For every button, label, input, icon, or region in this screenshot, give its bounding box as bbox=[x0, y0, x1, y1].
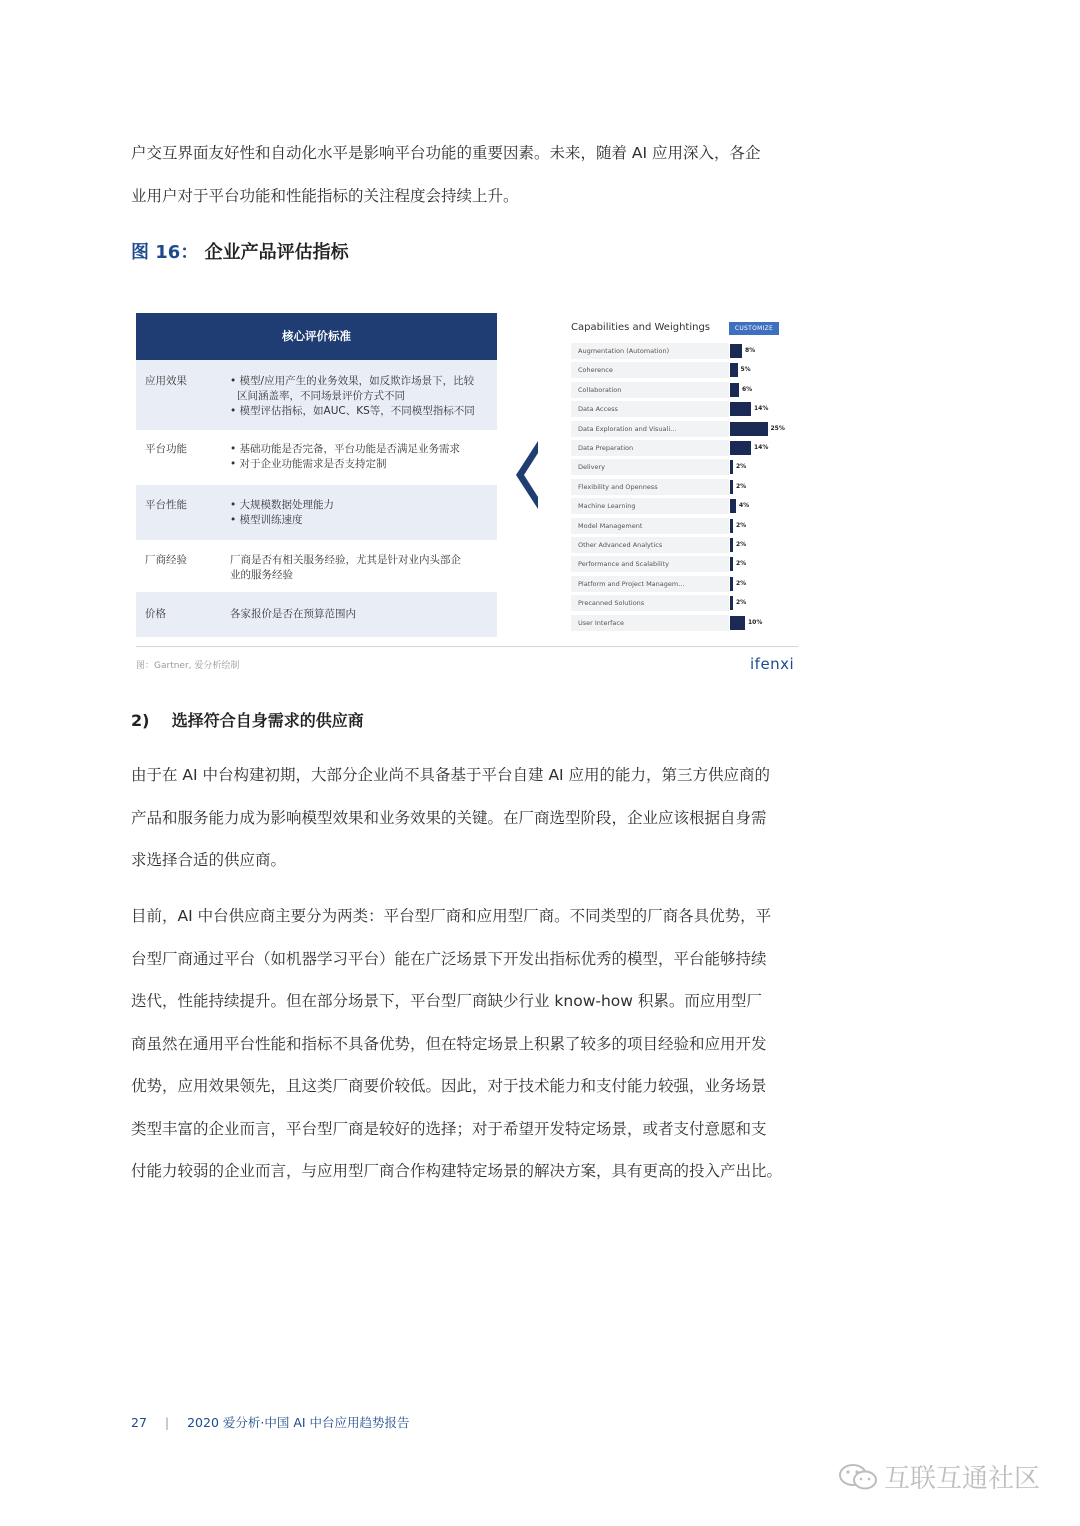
chart-title: Capabilities and Weightings bbox=[571, 322, 711, 333]
section-paragraph-2 bbox=[131, 895, 797, 1193]
criteria-line: • 大规模数据处理能力 bbox=[230, 499, 335, 511]
intro-line: 业用户对于平台功能和性能指标的关注程度会持续上升。 bbox=[131, 186, 519, 205]
criteria-table-header: 核心评价标准 bbox=[136, 313, 497, 360]
chart-row bbox=[571, 556, 796, 573]
chart-category-label: Flexibility and Openness bbox=[571, 479, 729, 495]
chart-row bbox=[571, 576, 796, 593]
footer-title: 2020 爱分析·中国 AI 中台应用趋势报告 bbox=[187, 1415, 410, 1430]
chart-bar bbox=[730, 422, 768, 436]
para-line: 类型丰富的企业而言，平台型厂商是较好的选择；对于希望开发特定场景，或者支付意愿和支 bbox=[131, 1119, 767, 1138]
chart-bar bbox=[730, 577, 733, 591]
chart-bar bbox=[730, 344, 742, 358]
chart-bar bbox=[730, 519, 733, 533]
chart-row bbox=[571, 518, 796, 535]
criteria-label: 应用效果 bbox=[145, 375, 187, 387]
chart-category-label: Model Management bbox=[571, 518, 729, 534]
chart-bar bbox=[730, 363, 738, 377]
chart-category-label: Data Exploration and Visuali... bbox=[571, 421, 729, 437]
chart-value-label: 25% bbox=[770, 424, 785, 432]
intro-paragraph bbox=[131, 132, 797, 217]
chart-value-label: 14% bbox=[754, 405, 769, 413]
criteria-desc bbox=[230, 553, 497, 592]
watermark-text: 互联互通社区 bbox=[884, 1464, 1041, 1494]
chart-category-label: Other Advanced Analytics bbox=[571, 537, 729, 553]
criteria-line: • 模型/应用产生的业务效果，如反欺诈场景下，比较 bbox=[230, 375, 475, 387]
figure-label: 图 16： bbox=[131, 242, 199, 263]
chart-value-label: 2% bbox=[736, 560, 747, 568]
chart-row bbox=[571, 362, 796, 379]
criteria-line: • 对于企业功能需求是否支持定制 bbox=[230, 458, 387, 470]
chart-category-label: Augmentation (Automation) bbox=[571, 343, 729, 359]
ifenxi-logo: ifenxi bbox=[750, 655, 795, 673]
chart-bar bbox=[730, 460, 733, 474]
figure-source: 图：Gartner, 爱分析绘制 bbox=[136, 661, 240, 671]
chart-value-label: 2% bbox=[736, 482, 747, 490]
para-line: 商虽然在通用平台性能和指标不具备优势，但在特定场景上积累了较多的项目经验和应用开发 bbox=[131, 1034, 767, 1053]
para-line: 产品和服务能力成为影响模型效果和业务效果的关键。在厂商选型阶段，企业应该根据自身需 bbox=[131, 808, 767, 827]
chart-row bbox=[571, 615, 796, 632]
chart-bar bbox=[730, 499, 736, 513]
para-line: 付能力较弱的企业而言，与应用型厂商合作构建特定场景的解决方案，具有更高的投入产出比。 bbox=[131, 1162, 783, 1180]
chart-value-label: 2% bbox=[736, 541, 747, 548]
page-number: 27 bbox=[131, 1415, 147, 1430]
criteria-row bbox=[136, 430, 497, 485]
intro-line: 户交互界面友好性和自动化水平是影响平台功能的重要因素。未来，随着 AI 应用深入，各企 bbox=[131, 144, 761, 162]
criteria-line: 各家报价是否在预算范围内 bbox=[230, 608, 356, 620]
criteria-line: 厂商是否有相关服务经验，尤其是针对业内头部企 bbox=[230, 554, 461, 566]
criteria-label: 平台功能 bbox=[145, 443, 187, 455]
chart-row bbox=[571, 382, 796, 399]
criteria-line: • 模型训练速度 bbox=[230, 514, 303, 526]
chart-row bbox=[571, 595, 796, 612]
chart-value-label: 2% bbox=[736, 521, 747, 529]
chart-value-label: 8% bbox=[745, 347, 756, 354]
chart-category-label: Collaboration bbox=[571, 382, 729, 398]
customize-button[interactable]: CUSTOMIZE bbox=[729, 322, 779, 335]
chart-value-label: 5% bbox=[740, 366, 751, 374]
chart-row bbox=[571, 479, 796, 496]
chart-value-label: 2% bbox=[736, 599, 747, 607]
para-line: 优势，应用效果领先，且这类厂商要价较低。因此，对于技术能力和支付能力较强，业务场景 bbox=[131, 1077, 767, 1095]
criteria-row bbox=[136, 360, 497, 430]
criteria-line: 业的服务经验 bbox=[230, 569, 293, 581]
watermark bbox=[838, 1458, 1040, 1495]
pointer-arrow-inner bbox=[524, 453, 538, 497]
chart-row bbox=[571, 537, 796, 554]
chart-bar bbox=[730, 402, 751, 416]
criteria-row bbox=[136, 592, 497, 637]
chart-bar bbox=[730, 538, 733, 552]
section-heading: 2) 选择符合自身需求的供应商 bbox=[131, 711, 364, 730]
criteria-label: 价格 bbox=[145, 608, 166, 620]
section-paragraph-1 bbox=[131, 754, 797, 882]
criteria-desc bbox=[230, 607, 497, 637]
chart-bar bbox=[730, 616, 745, 630]
chart-bar bbox=[730, 480, 733, 494]
chart-value-label: 2% bbox=[736, 579, 747, 587]
chart-bar bbox=[730, 596, 733, 610]
chart-value-label: 10% bbox=[748, 618, 763, 626]
chart-category-label: Data Preparation bbox=[571, 440, 729, 456]
chart-value-label: 14% bbox=[754, 444, 769, 451]
chart-bar bbox=[730, 441, 751, 455]
criteria-line: 区间涵盖率，不同场景评价方式不同 bbox=[237, 390, 405, 402]
chart-category-label: Coherence bbox=[571, 362, 729, 378]
chart-row bbox=[571, 421, 796, 438]
footer-separator: | bbox=[164, 1415, 170, 1430]
chart-category-label: Machine Learning bbox=[571, 498, 729, 514]
criteria-table bbox=[136, 313, 497, 637]
criteria-line: • 基础功能是否完备，平台功能是否满足业务需求 bbox=[230, 443, 461, 455]
para-line: 由于在 AI 中台构建初期，大部分企业尚不具备基于平台自建 AI 应用的能力，第三方供应商的 bbox=[131, 766, 771, 784]
chart-row bbox=[571, 459, 796, 476]
criteria-line: • 模型评估指标，如AUC、KS等，不同模型指标不同 bbox=[230, 405, 475, 417]
chart-value-label: 4% bbox=[739, 502, 750, 510]
criteria-label: 平台性能 bbox=[145, 499, 187, 511]
chart-value-label: 6% bbox=[742, 385, 753, 393]
criteria-desc bbox=[230, 498, 497, 540]
chart-row bbox=[571, 440, 796, 457]
chart-bar bbox=[730, 557, 733, 571]
chart-category-label: User Interface bbox=[571, 615, 729, 631]
criteria-row bbox=[136, 485, 497, 540]
para-line: 台型厂商通过平台（如机器学习平台）能在广泛场景下开发出指标优秀的模型，平台能够持续 bbox=[131, 949, 767, 968]
chart-category-label: Precanned Solutions bbox=[571, 595, 729, 611]
page-footer bbox=[131, 1413, 410, 1431]
chart-category-label: Platform and Project Managem... bbox=[571, 576, 729, 592]
chart-category-label: Data Access bbox=[571, 401, 729, 417]
criteria-label: 厂商经验 bbox=[145, 554, 187, 566]
chart-row bbox=[571, 498, 796, 515]
criteria-row bbox=[136, 540, 497, 592]
chart-bar bbox=[730, 383, 739, 397]
criteria-desc bbox=[230, 442, 497, 485]
criteria-desc bbox=[230, 374, 497, 430]
chart-category-label: Delivery bbox=[571, 459, 729, 475]
para-line: 迭代，性能持续提升。但在部分场景下，平台型厂商缺少行业 know-how 积累。而应用型厂 bbox=[131, 992, 762, 1010]
figure-divider bbox=[136, 646, 798, 647]
chart-row bbox=[571, 401, 796, 418]
chart-row bbox=[571, 343, 796, 360]
figure-caption: 企业产品评估指标 bbox=[204, 242, 349, 263]
para-line: 求选择合适的供应商。 bbox=[131, 851, 287, 869]
chart-category-label: Performance and Scalability bbox=[571, 556, 729, 572]
figure-title bbox=[131, 238, 349, 264]
chart-value-label: 2% bbox=[736, 463, 747, 471]
wechat-icon bbox=[838, 1462, 878, 1492]
para-line: 目前，AI 中台供应商主要分为两类：平台型厂商和应用型厂商。不同类型的厂商各具优势，平 bbox=[131, 907, 772, 925]
